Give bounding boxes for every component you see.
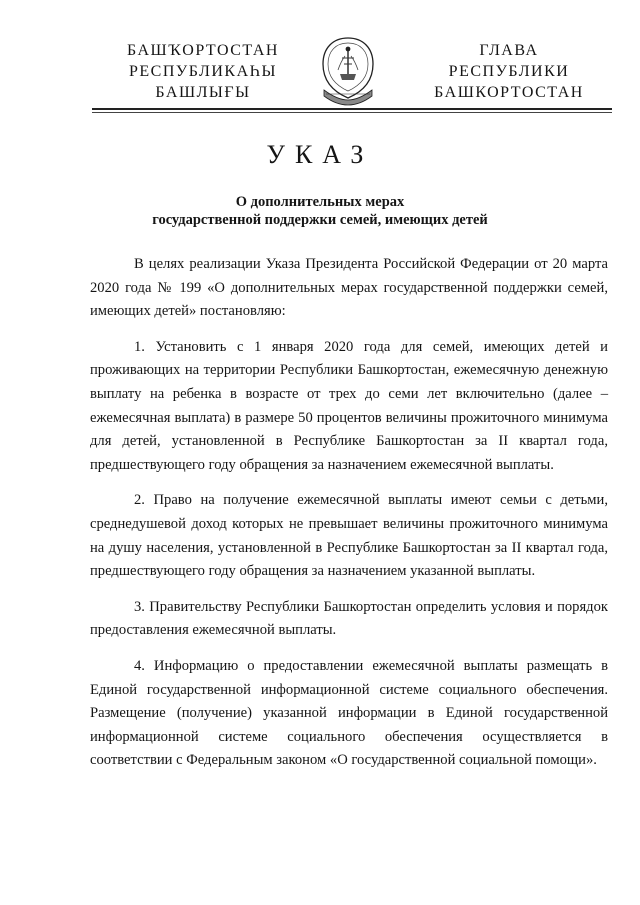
coat-of-arms-emblem-icon bbox=[318, 34, 378, 106]
letterhead-bashkir bbox=[108, 40, 298, 103]
clause-paragraph-1: 1. Установить с 1 января 2020 года для семей, имеющих детей и проживающих на территории Республики Башкортостан, ежемесячную денежную выплату на ребенка в возрасте от трех до семи лет включительно (далее – ежемесячная выплата) в размере 50 процентов величины прожиточного минимума для детей, установленной в Республике Башкортостан за II квартал года, предшествующего году обращения за назначением ежемесячной выплаты. bbox=[90, 338, 608, 473]
decree-title-line: государственной поддержки семей, имеющих детей bbox=[152, 212, 488, 228]
letterhead-bashkir-line: РЕСПУБЛИКАҺЫ bbox=[129, 63, 277, 80]
letterhead-divider-thick bbox=[92, 108, 612, 110]
letterhead-russian-line: РЕСПУБЛИКИ bbox=[448, 63, 570, 80]
preamble-paragraph: В целях реализации Указа Президента Российской Федерации от 20 марта 2020 года № 199 «О дополнительных мерах государственной поддержки семей, имеющих детей» постановляю: bbox=[90, 256, 608, 320]
document-type-heading: УКАЗ bbox=[266, 140, 374, 169]
letterhead-russian-line: БАШКОРТОСТАН bbox=[434, 84, 584, 101]
letterhead-russian-line: ГЛАВА bbox=[479, 42, 539, 59]
decree-title-line: О дополнительных мерах bbox=[235, 194, 405, 210]
decree-body bbox=[90, 253, 608, 785]
decree-title bbox=[0, 193, 640, 229]
letterhead-divider-thin bbox=[92, 112, 612, 113]
letterhead-bashkir-line: БАШЛЫҒЫ bbox=[155, 84, 251, 101]
letterhead-bashkir-line: БАШҠОРТОСТАН bbox=[127, 42, 279, 59]
clause-paragraph-2: 2. Право на получение ежемесячной выплаты имеют семьи с детьми, среднедушевой доход которых не превышает величины прожиточного минимума на душу населения, установленной в Республике Башкортостан за II квартал года, предшествующего году обращения за назначением указанной выплаты. bbox=[90, 492, 608, 580]
clause-paragraph-4: 4. Информацию о предоставлении ежемесячной выплаты размещать в Единой государственной информационной системе социального обеспечения. Размещение (получение) указанной информации в Единой государственной информационной системе социального обеспечения осуществляется в соответствии с Федеральным законом «О государственной социальной помощи». bbox=[90, 657, 608, 769]
clause-paragraph-3: 3. Правительству Республики Башкортостан определить условия и порядок предоставления ежемесячной выплаты. bbox=[90, 598, 608, 639]
letterhead-russian bbox=[420, 40, 598, 103]
